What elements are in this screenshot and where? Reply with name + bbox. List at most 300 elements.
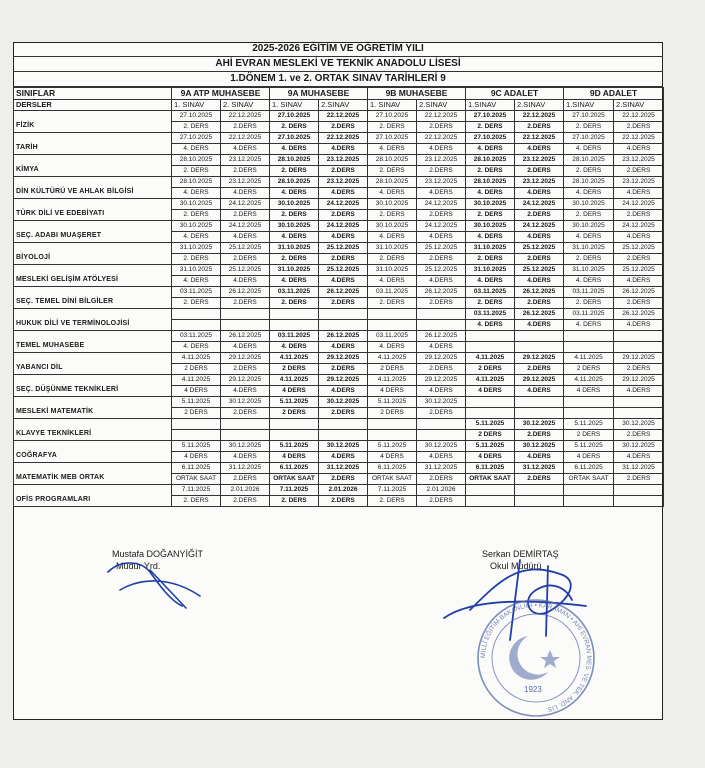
exam-period-cell: 2.DERS (515, 166, 564, 177)
exam-date-cell: 6.11.2025 (564, 463, 614, 474)
exam-date-cell: 5.11.2025 (368, 397, 417, 408)
subject-date-row (14, 353, 664, 364)
exam-period-cell: 4.DERS (319, 342, 368, 353)
exam-date-cell: 24.12.2025 (319, 221, 368, 232)
exam-period-cell: 2. DERS (564, 122, 614, 133)
exam-period-cell (270, 320, 319, 331)
exam-period-cell (564, 408, 614, 419)
exam-date-cell: 29.12.2025 (319, 353, 368, 364)
subject-name: TEMEL MUHASEBE (14, 331, 172, 353)
exam-date-cell (417, 309, 466, 320)
exam-date-cell: 24.12.2025 (417, 221, 466, 232)
subject-name: YABANCI DİL (14, 353, 172, 375)
exam-date-cell: 03.11.2025 (172, 287, 221, 298)
exam-period-cell: 2 DERS (466, 364, 515, 375)
exam-period-cell: 4. DERS (270, 232, 319, 243)
exam-date-cell: 30.10.2025 (270, 199, 319, 210)
subject-name: KİMYA (14, 155, 172, 177)
exam-date-cell: 31.10.2025 (564, 243, 614, 254)
exam-period-cell: 4 DERS (368, 452, 417, 463)
exam-period-cell (417, 320, 466, 331)
exam-period-cell: 4.DERS (515, 232, 564, 243)
exam-date-cell: 31.10.2025 (172, 243, 221, 254)
exam-date-cell: 30.10.2025 (172, 199, 221, 210)
exam-date-cell: 22.12.2025 (614, 133, 664, 144)
exam-period-cell: 4.DERS (614, 144, 664, 155)
exam-date-cell: 5.11.2025 (270, 397, 319, 408)
exam-period-cell: 4. DERS (270, 276, 319, 287)
exam-date-cell: 22.12.2025 (515, 133, 564, 144)
exam-date-cell: 26.12.2025 (221, 331, 270, 342)
exam-period-cell: 2.DERS (221, 364, 270, 375)
exam-date-cell: 31.10.2025 (368, 265, 417, 276)
exam-period-cell: 4.DERS (221, 144, 270, 155)
exam-period-cell: 4. DERS (368, 342, 417, 353)
exam-period-cell: 2.DERS (614, 430, 664, 441)
exam-period-cell: 4.DERS (614, 232, 664, 243)
exam-period-cell: 4. DERS (368, 144, 417, 155)
exam-date-cell: 27.10.2025 (172, 133, 221, 144)
exam-date-cell: 4.11.2025 (564, 353, 614, 364)
exam-period-cell: 2.DERS (319, 364, 368, 375)
class-header: 9A MUHASEBE (270, 88, 368, 100)
exam-date-cell: 5.11.2025 (564, 441, 614, 452)
exam-date-cell: 6.11.2025 (270, 463, 319, 474)
subject-name: OFİS PROGRAMLARI (14, 485, 172, 507)
exam-period-cell: 4.DERS (319, 276, 368, 287)
exam-period-cell: 4.DERS (319, 452, 368, 463)
exam-date-cell: 22.12.2025 (614, 111, 664, 122)
exam-date-cell: 28.10.2025 (466, 155, 515, 166)
exam-date-cell: 2.01.2026 (417, 485, 466, 496)
exam-date-cell: 26.12.2025 (515, 287, 564, 298)
exam-date-cell: 26.12.2025 (614, 309, 664, 320)
exam-period-cell: 2.DERS (319, 122, 368, 133)
exam-period-cell: 2.DERS (417, 166, 466, 177)
exam-date-cell: 29.12.2025 (417, 353, 466, 364)
exam-period-cell: 2. DERS (172, 210, 221, 221)
subject-date-row (14, 155, 664, 166)
exam-period-cell: 4.DERS (417, 276, 466, 287)
exam-date-cell: 27.10.2025 (466, 111, 515, 122)
exam-period-cell: 2.DERS (221, 474, 270, 485)
exam-period-cell: 4.DERS (614, 188, 664, 199)
exam-date-cell: 27.10.2025 (564, 111, 614, 122)
exam-period-cell: 4.DERS (614, 452, 664, 463)
exam-date-cell: 26.12.2025 (614, 287, 664, 298)
exam-date-cell: 23.12.2025 (221, 155, 270, 166)
exam-date-cell: 30.12.2025 (319, 397, 368, 408)
exam-period-cell: 4 DERS (564, 452, 614, 463)
exam-period-cell: 2.DERS (319, 408, 368, 419)
exam-date-cell: 29.12.2025 (614, 353, 664, 364)
exam-period-cell: 2 DERS (466, 430, 515, 441)
exam-period-cell: 2. DERS (368, 298, 417, 309)
header-exam-title: 1.DÖNEM 1. ve 2. ORTAK SINAV TARİHLERİ 9 (13, 72, 663, 87)
exam-period-cell (270, 430, 319, 441)
exam-period-cell: 4. DERS (564, 232, 614, 243)
exam-period-cell: 2. DERS (564, 166, 614, 177)
exam-date-cell: 24.12.2025 (515, 199, 564, 210)
exam-date-cell: 28.10.2025 (368, 177, 417, 188)
exam-period-cell: 2. DERS (466, 166, 515, 177)
subject-date-row (14, 221, 664, 232)
exam-date-cell (221, 419, 270, 430)
exam-period-cell: 4.DERS (221, 386, 270, 397)
exam-date-cell: 22.12.2025 (319, 111, 368, 122)
exam-date-cell: 23.12.2025 (417, 177, 466, 188)
exam-period-cell: 2.DERS (515, 430, 564, 441)
exam-number-header: 2.SINAV (614, 100, 664, 111)
exam-date-cell: 03.11.2025 (466, 287, 515, 298)
exam-date-cell: 23.12.2025 (614, 177, 664, 188)
exam-date-cell: 03.11.2025 (368, 287, 417, 298)
exam-period-cell: 2.DERS (319, 496, 368, 507)
exam-date-cell: 25.12.2025 (221, 243, 270, 254)
exam-period-cell: 2. DERS (270, 122, 319, 133)
exam-date-cell: 30.12.2025 (515, 441, 564, 452)
exam-period-cell: 4 DERS (564, 386, 614, 397)
exam-date-cell: 5.11.2025 (172, 441, 221, 452)
exam-date-cell: 4.11.2025 (466, 375, 515, 386)
subject-date-row (14, 287, 664, 298)
left-signer-name: Mustafa DOĞANYİĞİT (112, 549, 204, 559)
exam-period-cell: 4. DERS (270, 144, 319, 155)
exam-date-cell: 31.10.2025 (270, 243, 319, 254)
exam-period-cell: 4.DERS (319, 386, 368, 397)
exam-period-cell: ORTAK SAAT (368, 474, 417, 485)
exam-period-cell: ORTAK SAAT (466, 474, 515, 485)
exam-date-cell: 31.10.2025 (466, 265, 515, 276)
exam-date-cell: 23.12.2025 (319, 155, 368, 166)
exam-period-cell: 4.DERS (614, 386, 664, 397)
exam-date-cell (221, 309, 270, 320)
exam-date-cell: 5.11.2025 (466, 441, 515, 452)
exam-period-cell: 2. DERS (270, 254, 319, 265)
exam-period-cell: 2. DERS (172, 254, 221, 265)
exam-period-cell: 2.DERS (614, 298, 664, 309)
exam-period-cell: 2.DERS (515, 254, 564, 265)
exam-period-cell: 2.DERS (319, 298, 368, 309)
exam-date-cell: 30.10.2025 (368, 199, 417, 210)
exam-number-header: 2.SINAV (319, 100, 368, 111)
exam-period-cell: 2.DERS (221, 408, 270, 419)
subject-date-row (14, 419, 664, 430)
right-signature-block (482, 548, 559, 572)
exam-period-cell: 4.DERS (515, 188, 564, 199)
exam-period-cell: 2.DERS (319, 254, 368, 265)
exam-period-cell: 2. DERS (368, 254, 417, 265)
exam-date-cell: 25.12.2025 (614, 265, 664, 276)
exam-date-cell: 03.11.2025 (172, 331, 221, 342)
exam-period-cell: 4. DERS (270, 342, 319, 353)
exam-date-cell (515, 397, 564, 408)
exam-period-cell: 2.DERS (417, 364, 466, 375)
exam-number-header: 2.SINAV (515, 100, 564, 111)
exam-period-cell: 4. DERS (564, 188, 614, 199)
exam-date-cell: 26.12.2025 (221, 287, 270, 298)
exam-period-cell: 4. DERS (466, 144, 515, 155)
exam-date-cell: 29.12.2025 (221, 375, 270, 386)
exam-date-cell: 4.11.2025 (172, 375, 221, 386)
exam-date-cell (564, 485, 614, 496)
exam-number-header: 2.SINAV (417, 100, 466, 111)
exam-number-header-row (14, 100, 664, 111)
exam-date-cell: 28.10.2025 (466, 177, 515, 188)
column-label-classes: SINIFLAR (14, 88, 172, 100)
exam-period-cell: 2.DERS (614, 166, 664, 177)
exam-date-cell (319, 419, 368, 430)
exam-date-cell: 03.11.2025 (466, 309, 515, 320)
exam-date-cell: 30.12.2025 (319, 441, 368, 452)
exam-date-cell (466, 485, 515, 496)
header-school-year: 2025-2026 EĞİTİM VE ÖĞRETİM YILI (13, 42, 663, 57)
exam-period-cell: 2 DERS (368, 364, 417, 375)
exam-period-cell: 4.DERS (515, 320, 564, 331)
exam-number-header: 1. SINAV (172, 100, 221, 111)
exam-date-cell: 24.12.2025 (417, 199, 466, 210)
exam-period-cell (466, 496, 515, 507)
exam-date-cell: 23.12.2025 (319, 177, 368, 188)
exam-period-cell: 4 DERS (368, 386, 417, 397)
exam-date-cell: 7.11.2025 (368, 485, 417, 496)
subject-name: SEÇ. ADABI MUAŞERET (14, 221, 172, 243)
exam-date-cell: 24.12.2025 (614, 221, 664, 232)
exam-date-cell: 25.12.2025 (417, 265, 466, 276)
exam-period-cell (564, 496, 614, 507)
exam-date-cell: 6.11.2025 (466, 463, 515, 474)
exam-period-cell: 4.DERS (417, 342, 466, 353)
exam-date-cell: 27.10.2025 (368, 111, 417, 122)
exam-period-cell: 2 DERS (270, 408, 319, 419)
exam-date-cell (466, 331, 515, 342)
exam-period-cell: 4.DERS (515, 452, 564, 463)
exam-period-cell: 2.DERS (319, 474, 368, 485)
exam-period-cell: 4. DERS (172, 232, 221, 243)
subject-date-row (14, 463, 664, 474)
exam-date-cell: 23.12.2025 (417, 155, 466, 166)
exam-period-cell: 4.DERS (614, 320, 664, 331)
exam-date-cell: 28.10.2025 (172, 155, 221, 166)
exam-period-cell (172, 430, 221, 441)
exam-date-cell: 22.12.2025 (417, 111, 466, 122)
exam-date-cell (368, 419, 417, 430)
exam-period-cell: 4.DERS (319, 144, 368, 155)
exam-date-cell: 31.12.2025 (319, 463, 368, 474)
exam-date-cell: 5.11.2025 (172, 397, 221, 408)
exam-date-cell (614, 397, 664, 408)
exam-period-cell: 4.DERS (515, 276, 564, 287)
exam-period-cell: 2.DERS (417, 496, 466, 507)
exam-date-cell: 27.10.2025 (466, 133, 515, 144)
exam-date-cell (270, 309, 319, 320)
exam-period-cell: 2.DERS (417, 298, 466, 309)
exam-date-cell: 25.12.2025 (221, 265, 270, 276)
exam-period-cell: 4.DERS (614, 276, 664, 287)
exam-period-cell: 2. DERS (368, 166, 417, 177)
exam-period-cell: 2. DERS (172, 166, 221, 177)
exam-period-cell (221, 430, 270, 441)
exam-period-cell: 4.DERS (417, 452, 466, 463)
exam-date-cell: 30.10.2025 (564, 221, 614, 232)
exam-period-cell: 2.DERS (614, 122, 664, 133)
subject-date-row (14, 375, 664, 386)
exam-period-cell: 2. DERS (564, 210, 614, 221)
subject-name: BİYOLOJİ (14, 243, 172, 265)
exam-date-cell: 26.12.2025 (417, 331, 466, 342)
exam-period-cell: 4.DERS (417, 188, 466, 199)
exam-period-cell: 4.DERS (221, 188, 270, 199)
exam-date-cell: 28.10.2025 (368, 155, 417, 166)
exam-period-cell: 2. DERS (466, 298, 515, 309)
right-signer-name: Serkan DEMİRTAŞ (482, 549, 559, 559)
exam-date-cell: 25.12.2025 (417, 243, 466, 254)
subject-date-row (14, 309, 664, 320)
exam-period-cell: 2 DERS (172, 364, 221, 375)
exam-period-cell: 2 DERS (564, 430, 614, 441)
exam-period-cell: 4. DERS (172, 342, 221, 353)
exam-date-cell: 4.11.2025 (270, 353, 319, 364)
exam-date-cell: 31.10.2025 (564, 265, 614, 276)
exam-date-cell: 30.12.2025 (614, 419, 664, 430)
exam-date-cell: 2.01.2026 (221, 485, 270, 496)
subject-name: FİZİK (14, 111, 172, 133)
exam-period-cell: 4 DERS (172, 386, 221, 397)
exam-date-cell: 22.12.2025 (221, 111, 270, 122)
exam-date-cell (614, 485, 664, 496)
exam-period-cell: 2.DERS (221, 122, 270, 133)
subject-name: MATEMATİK MEB ORTAK (14, 463, 172, 485)
exam-date-cell: 24.12.2025 (221, 199, 270, 210)
exam-period-cell: ORTAK SAAT (564, 474, 614, 485)
exam-period-cell: 2.DERS (221, 166, 270, 177)
exam-date-cell (319, 309, 368, 320)
exam-date-cell: 4.11.2025 (564, 375, 614, 386)
exam-date-cell: 30.12.2025 (221, 397, 270, 408)
exam-date-cell: 29.12.2025 (319, 375, 368, 386)
exam-period-cell (368, 430, 417, 441)
exam-date-cell: 30.10.2025 (466, 199, 515, 210)
exam-date-cell (417, 419, 466, 430)
exam-period-cell: 2. DERS (466, 122, 515, 133)
exam-number-header: 2. SINAV (221, 100, 270, 111)
exam-period-cell (221, 320, 270, 331)
subject-name: HUKUK DİLİ VE TERMİNOLOJİSİ (14, 309, 172, 331)
exam-period-cell: 2. DERS (466, 254, 515, 265)
exam-date-cell: 29.12.2025 (221, 353, 270, 364)
exam-date-cell: 4.11.2025 (270, 375, 319, 386)
subject-date-row (14, 243, 664, 254)
class-header: 9B MUHASEBE (368, 88, 466, 100)
exam-date-cell: 4.11.2025 (368, 375, 417, 386)
exam-period-cell (319, 430, 368, 441)
exam-date-cell: 30.12.2025 (417, 397, 466, 408)
exam-period-cell: 2.DERS (515, 210, 564, 221)
exam-date-cell: 5.11.2025 (564, 419, 614, 430)
exam-date-cell: 27.10.2025 (172, 111, 221, 122)
exam-period-cell: 4 DERS (466, 386, 515, 397)
exam-date-cell: 28.10.2025 (270, 155, 319, 166)
exam-period-cell: 4.DERS (221, 342, 270, 353)
exam-date-cell: 30.10.2025 (466, 221, 515, 232)
exam-date-cell: 26.12.2025 (319, 287, 368, 298)
exam-period-cell: 2.DERS (221, 298, 270, 309)
exam-period-cell: 4.DERS (319, 232, 368, 243)
exam-period-cell: 2 DERS (172, 408, 221, 419)
exam-period-cell: 2.DERS (515, 122, 564, 133)
exam-period-cell: 4. DERS (564, 320, 614, 331)
exam-date-cell: 28.10.2025 (270, 177, 319, 188)
exam-period-cell: 4. DERS (564, 144, 614, 155)
exam-period-cell: 4 DERS (466, 452, 515, 463)
exam-period-cell: 4.DERS (221, 276, 270, 287)
exam-period-cell (614, 408, 664, 419)
exam-date-cell (172, 309, 221, 320)
exam-number-header: 1.SINAV (564, 100, 614, 111)
subject-name: MESLEKİ GELİŞİM ATÖLYESİ (14, 265, 172, 287)
exam-period-cell: 2. DERS (368, 122, 417, 133)
exam-date-cell: 30.10.2025 (368, 221, 417, 232)
exam-period-cell (515, 496, 564, 507)
subject-name: KLAVYE TEKNİKLERİ (14, 419, 172, 441)
exam-period-cell: 2.DERS (417, 122, 466, 133)
exam-date-cell: 30.12.2025 (515, 419, 564, 430)
exam-date-cell: 23.12.2025 (221, 177, 270, 188)
exam-date-cell: 7.11.2025 (270, 485, 319, 496)
exam-date-cell (172, 419, 221, 430)
exam-period-cell: 2. DERS (368, 210, 417, 221)
subject-date-row (14, 133, 664, 144)
exam-date-cell: 25.12.2025 (515, 265, 564, 276)
exam-date-cell: 03.11.2025 (564, 287, 614, 298)
exam-date-cell (515, 331, 564, 342)
exam-date-cell (564, 331, 614, 342)
exam-number-header: 1. SINAV (368, 100, 417, 111)
exam-period-cell (564, 342, 614, 353)
exam-date-cell: 27.10.2025 (564, 133, 614, 144)
exam-period-cell: 2.DERS (417, 210, 466, 221)
class-header-row (14, 88, 664, 100)
exam-number-header: 1. SINAV (270, 100, 319, 111)
exam-date-cell: 25.12.2025 (614, 243, 664, 254)
stamp-year: 1923 (524, 685, 542, 694)
right-signer-title: Okul Müdürü (490, 561, 542, 571)
exam-period-cell: 2.DERS (614, 210, 664, 221)
exam-date-cell: 26.12.2025 (319, 331, 368, 342)
exam-date-cell: 5.11.2025 (466, 419, 515, 430)
exam-period-cell: 4 DERS (270, 386, 319, 397)
subject-date-row (14, 331, 664, 342)
left-signature-block (112, 548, 203, 572)
exam-period-cell: 2. DERS (270, 166, 319, 177)
exam-period-cell: ORTAK SAAT (172, 474, 221, 485)
exam-date-cell: 31.10.2025 (466, 243, 515, 254)
exam-date-cell: 31.10.2025 (172, 265, 221, 276)
exam-date-cell: 30.10.2025 (564, 199, 614, 210)
exam-period-cell: 2.DERS (319, 210, 368, 221)
exam-period-cell: 2. DERS (270, 298, 319, 309)
exam-date-cell: 5.11.2025 (270, 441, 319, 452)
exam-date-cell (270, 419, 319, 430)
exam-period-cell: 4.DERS (417, 386, 466, 397)
exam-date-cell: 22.12.2025 (417, 133, 466, 144)
exam-period-cell (319, 320, 368, 331)
subject-name: DİN KÜLTÜRÜ VE AHLAK BİLGİSİ (14, 177, 172, 199)
exam-period-cell (614, 342, 664, 353)
exam-date-cell (368, 309, 417, 320)
exam-period-cell: 2. DERS (172, 496, 221, 507)
exam-date-cell: 27.10.2025 (368, 133, 417, 144)
